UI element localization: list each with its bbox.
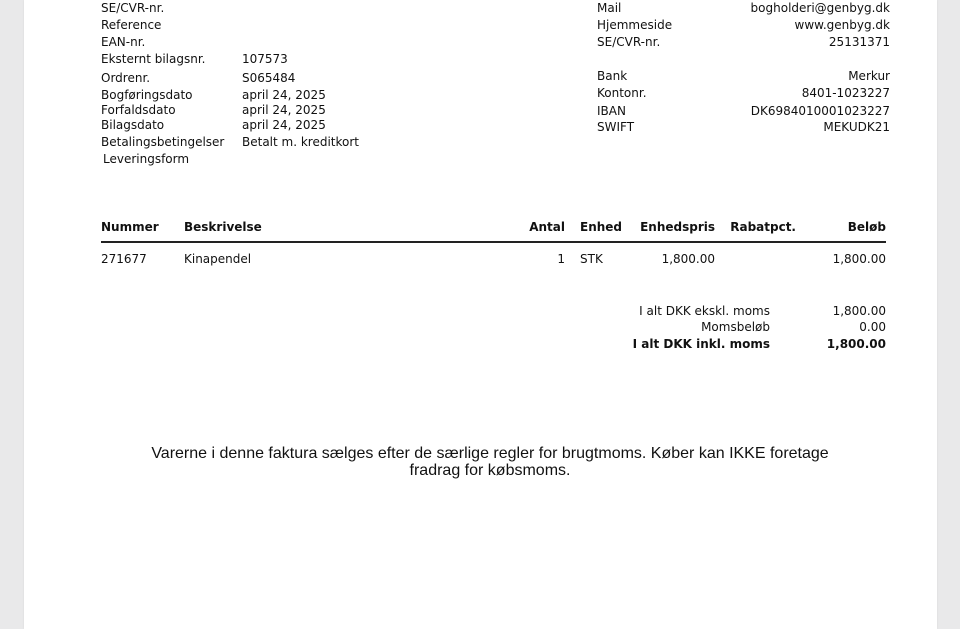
field-label: SE/CVR-nr. <box>597 35 661 49</box>
field-value: april 24, 2025 <box>242 88 326 102</box>
field-label: Kontonr. <box>597 86 647 100</box>
field-label: IBAN <box>597 104 626 118</box>
cell-enhed: STK <box>580 252 603 266</box>
invoice-page <box>24 0 937 629</box>
field-value: bogholderi@genbyg.dk <box>750 1 890 15</box>
field-label: Mail <box>597 1 622 15</box>
total-incl-vat-value: 1,800.00 <box>826 337 886 351</box>
header-enhed: Enhed <box>580 220 623 234</box>
vat-amount-value: 0.00 <box>859 320 886 334</box>
vat-note: Varerne i denne faktura sælges efter de særlige regler for brugtmoms. Køber kan IKKE foretage fradrag for købsmoms. <box>151 445 829 479</box>
field-label: Forfaldsdato <box>101 103 176 117</box>
total-excl-vat-label: I alt DKK ekskl. moms <box>639 304 770 318</box>
total-excl-vat-value: 1,800.00 <box>832 304 886 318</box>
field-value: 107573 <box>242 52 288 66</box>
field-value: april 24, 2025 <box>242 118 326 132</box>
total-incl-vat-label: I alt DKK inkl. moms <box>632 337 770 351</box>
vat-amount-label: Momsbeløb <box>701 320 770 334</box>
field-label: Bank <box>597 69 628 83</box>
field-value: www.genbyg.dk <box>794 18 890 32</box>
field-label: Hjemmeside <box>597 18 673 32</box>
field-label: Reference <box>101 18 162 32</box>
header-antal: Antal <box>529 220 565 234</box>
header-rabatpct: Rabatpct. <box>730 220 796 234</box>
cell-beskrivelse: Kinapendel <box>184 252 252 266</box>
field-label: SE/CVR-nr. <box>101 1 165 15</box>
cell-belob: 1,800.00 <box>832 252 886 266</box>
field-label: Bogføringsdato <box>101 88 193 102</box>
header-belob: Beløb <box>847 220 886 234</box>
cell-nummer: 271677 <box>101 252 147 266</box>
header-nummer: Nummer <box>101 220 159 234</box>
field-label: Ordrenr. <box>101 71 151 85</box>
header-enhedspris: Enhedspris <box>640 220 715 234</box>
header-beskrivelse: Beskrivelse <box>184 220 262 234</box>
field-value: 25131371 <box>828 35 890 49</box>
field-value: S065484 <box>242 71 296 85</box>
field-value: DK6984010001023227 <box>750 104 890 118</box>
cell-antal: 1 <box>557 252 565 266</box>
field-label: SWIFT <box>597 120 635 134</box>
field-label: Eksternt bilagsnr. <box>101 52 206 66</box>
field-value: april 24, 2025 <box>242 103 326 117</box>
field-label: EAN-nr. <box>101 35 146 49</box>
field-value: Betalt m. kreditkort <box>242 135 360 149</box>
field-value: 8401-1023227 <box>801 86 890 100</box>
field-label: Bilagsdato <box>101 118 165 132</box>
field-label: Leveringsform <box>103 152 190 166</box>
table-header-rule <box>101 241 886 243</box>
field-value: Merkur <box>848 69 890 83</box>
cell-enhedspris: 1,800.00 <box>661 252 715 266</box>
field-label: Betalingsbetingelser <box>101 135 225 149</box>
field-value: MEKUDK21 <box>823 120 890 134</box>
